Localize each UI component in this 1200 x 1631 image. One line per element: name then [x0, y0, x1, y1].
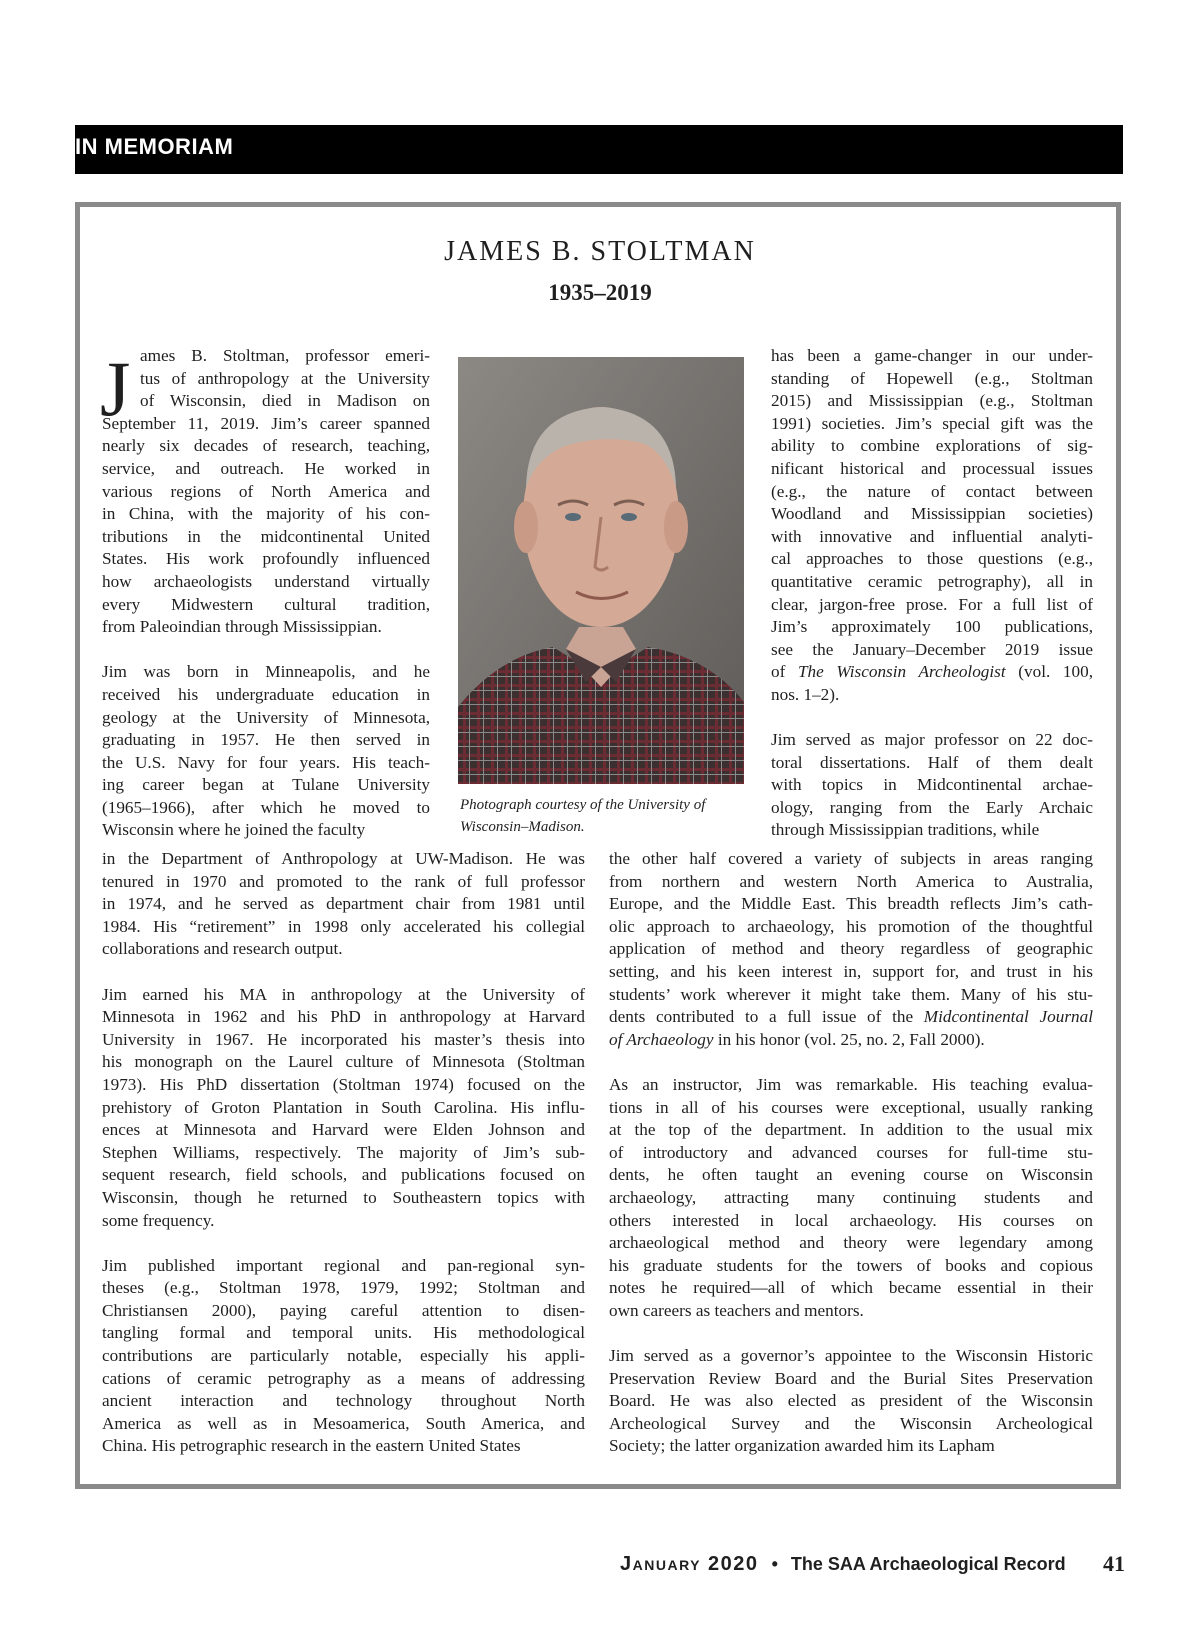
- text-line: Archeological Survey and the Wisconsin Archeological: [609, 1413, 1093, 1433]
- footer-journal: The SAA Archaeological Record: [790, 1554, 1066, 1574]
- text-line: olic approach to archaeology, his promotion of the thoughtful: [609, 916, 1093, 936]
- text-line: dents contributed to a full issue of the Midcontinental Journal: [609, 1007, 1093, 1027]
- text-line: nos. 1–2).: [771, 684, 840, 704]
- paragraph-gap: [609, 1051, 1093, 1074]
- text-line: collaborations and research output.: [102, 939, 343, 959]
- text-line: 1991) societies. Jim’s special gift was the: [771, 413, 1093, 433]
- caption-line: Wisconsin–Madison.: [460, 819, 585, 835]
- text-line: through Mississippian traditions, while: [771, 820, 1040, 840]
- caption-line: Photograph courtesy of the University of: [460, 797, 706, 813]
- text-line: ences at Minnesota and Harvard were Elden Johnson and: [102, 1120, 585, 1140]
- text-line: tus of anthropology at the University: [140, 368, 430, 388]
- text-line: dents, he often taught an evening course on Wisconsin: [609, 1165, 1093, 1185]
- text-line: at the top of the department. In addition to the usual mix: [609, 1120, 1093, 1140]
- text-line: University in 1967. He incorporated his master’s thesis into: [102, 1029, 585, 1049]
- text-line: application of method and theory regardless of geographic: [609, 939, 1093, 959]
- text-line: theses (e.g., Stoltman 1978, 1979, 1992; Stoltman and: [102, 1278, 585, 1298]
- text-line: Preservation Review Board and the Burial Sites Preservation: [609, 1368, 1093, 1388]
- text-line: America as well as in Mesoamerica, South America, and: [102, 1413, 585, 1433]
- text-line: Minnesota in 1962 and his PhD in anthropology at Harvard: [102, 1007, 585, 1027]
- text-line: notes he required—all of which became essential in their: [609, 1278, 1093, 1298]
- drop-cap: J: [100, 345, 131, 432]
- text-line: the U.S. Navy for four years. His teach-: [102, 752, 430, 772]
- text-line: States. His work profoundly influenced: [102, 549, 430, 569]
- page-footer: [620, 1553, 1066, 1576]
- text-line: As an instructor, Jim was remarkable. His teaching evalua-: [609, 1074, 1093, 1094]
- portrait-photo: [458, 357, 744, 784]
- text-line: the other half covered a variety of subjects in areas ranging: [609, 849, 1093, 868]
- text-line: archaeology, attracting many continuing students and: [609, 1187, 1093, 1207]
- text-line: in China, with the majority of his con-: [102, 504, 430, 524]
- text-line: cations of ceramic petrography as a means of addressing: [102, 1368, 585, 1388]
- text-line: setting, and his keen interest in, support for, and trust in his: [609, 961, 1093, 981]
- column-left-top: [102, 345, 430, 842]
- text-line: Jim served as major professor on 22 doc-: [771, 730, 1093, 750]
- text-line: of Archaeology in his honor (vol. 25, no. 2, Fall 2000).: [609, 1029, 985, 1049]
- photo-caption: [460, 794, 705, 838]
- text-line: China. His petrographic research in the eastern United States: [102, 1436, 521, 1456]
- text-line: service, and outreach. He worked in: [102, 458, 430, 478]
- section-header-bar: [75, 125, 1123, 174]
- text-line: Jim earned his MA in anthropology at the University of: [102, 984, 585, 1004]
- text-line: tions in all of his courses were exceptional, usually ranking: [609, 1097, 1093, 1117]
- text-line: various regions of North America and: [102, 481, 430, 501]
- text-line: tributions in the midcontinental United: [102, 526, 430, 546]
- text-line: has been a game-changer in our under-: [771, 346, 1093, 365]
- footer-bullet: •: [771, 1554, 778, 1574]
- text-line: 1973). His PhD dissertation (Stoltman 1974) focused on the: [102, 1074, 585, 1094]
- text-line: see the January–December 2019 issue: [771, 639, 1093, 659]
- text-line: Board. He was also elected as president of the Wisconsin: [609, 1391, 1093, 1411]
- text-line: from northern and western North America to Australia,: [609, 871, 1093, 891]
- paragraph-gap: [140, 639, 430, 662]
- text-line: (1965–1966), after which he moved to: [102, 797, 430, 817]
- text-line: nearly six decades of research, teaching,: [102, 436, 430, 456]
- text-line: in 1974, and he served as department chair from 1981 until: [102, 894, 585, 914]
- text-line: Jim served as a governor’s appointee to the Wisconsin Historic: [609, 1346, 1093, 1366]
- text-line: every Midwestern cultural tradition,: [102, 594, 430, 614]
- text-line: of introductory and advanced courses for full-time stu-: [609, 1142, 1093, 1162]
- column-right-bottom: [609, 848, 1093, 1458]
- text-line: 1984. His “retirement” in 1998 only accelerated his collegial: [102, 916, 585, 936]
- text-line: 2015) and Mississippian (e.g., Stoltman: [771, 391, 1093, 411]
- text-line: Wisconsin, though he returned to Southeastern topics with: [102, 1187, 585, 1207]
- text-line: graduating in 1957. He then served in: [102, 730, 430, 750]
- text-line: some frequency.: [102, 1210, 215, 1230]
- text-line: Europe, and the Middle East. This breadth reflects Jim’s cath-: [609, 894, 1093, 914]
- text-line: September 11, 2019. Jim’s career spanned: [102, 413, 430, 433]
- column-left-bottom: [102, 848, 585, 1458]
- text-line: (e.g., the nature of contact between: [771, 481, 1093, 501]
- text-line: ology, ranging from the Early Archaic: [771, 797, 1093, 817]
- paragraph-gap: [102, 1232, 585, 1255]
- text-line: how archaeologists understand virtually: [102, 571, 430, 591]
- paragraph-gap: [771, 707, 1093, 730]
- text-line: Jim published important regional and pan-regional syn-: [102, 1255, 585, 1275]
- portrait-illustration: [458, 357, 744, 784]
- text-line: of The Wisconsin Archeologist (vol. 100,: [771, 662, 1093, 682]
- text-line: in the Department of Anthropology at UW-Madison. He was: [102, 849, 585, 868]
- text-line: ability to combine explorations of sig-: [771, 436, 1093, 456]
- text-line: contributions are particularly notable, especially his appli-: [102, 1346, 585, 1366]
- text-line: of Wisconsin, died in Madison on: [140, 391, 430, 411]
- text-line: geology at the University of Minnesota,: [102, 707, 430, 727]
- text-line: tenured in 1970 and promoted to the rank of full professor: [102, 871, 585, 891]
- text-line: archaeological method and theory were legendary among: [609, 1233, 1093, 1253]
- text-line: Society; the latter organization awarded him its Lapham: [609, 1436, 995, 1456]
- text-line: students’ work wherever it might take them. Many of his stu-: [609, 984, 1093, 1004]
- text-line: cal approaches to those questions (e.g.,: [771, 549, 1093, 569]
- text-line: ancient interaction and technology throughout North: [102, 1391, 585, 1411]
- text-line: sequent research, field schools, and publications focused on: [102, 1165, 585, 1185]
- paragraph-gap: [102, 961, 585, 984]
- text-line: own careers as teachers and mentors.: [609, 1300, 864, 1320]
- text-line: others interested in local archaeology. His courses on: [609, 1210, 1093, 1230]
- text-line: Jim was born in Minneapolis, and he: [102, 662, 430, 682]
- text-line: nificant historical and processual issues: [771, 458, 1093, 478]
- text-line: prehistory of Groton Plantation in South Carolina. His influ-: [102, 1097, 585, 1117]
- text-line: ames B. Stoltman, professor emeri-: [140, 346, 430, 365]
- footer-month: January 2020: [620, 1553, 759, 1575]
- text-line: quantitative ceramic petrography), all in: [771, 571, 1093, 591]
- page-number: 41: [1103, 1551, 1125, 1576]
- paragraph-gap: [609, 1322, 1093, 1345]
- text-line: Woodland and Mississippian societies): [771, 504, 1093, 524]
- section-label: IN MEMORIAM: [75, 134, 234, 159]
- text-line: standing of Hopewell (e.g., Stoltman: [771, 368, 1093, 388]
- text-line: Jim’s approximately 100 publications,: [771, 617, 1093, 637]
- column-right-top: [771, 345, 1093, 842]
- text-line: Stephen Williams, respectively. The majority of Jim’s sub-: [102, 1142, 585, 1162]
- text-line: ing career began at Tulane University: [102, 775, 430, 795]
- article-title: JAMES B. STOLTMAN: [444, 236, 756, 267]
- text-line: received his undergraduate education in: [102, 684, 430, 704]
- text-line: from Paleoindian through Mississippian.: [102, 617, 382, 637]
- text-line: his graduate students for the towers of books and copious: [609, 1255, 1093, 1275]
- text-line: Christiansen 2000), paying careful attention to disen-: [102, 1300, 585, 1320]
- text-line: Wisconsin where he joined the faculty: [102, 820, 366, 840]
- text-line: with topics in Midcontinental archae-: [771, 775, 1093, 795]
- article-years: 1935–2019: [548, 280, 652, 305]
- text-line: tangling formal and temporal units. His methodological: [102, 1323, 585, 1343]
- text-line: with innovative and influential analyti-: [771, 526, 1093, 546]
- text-line: clear, jargon-free prose. For a full list of: [771, 594, 1093, 614]
- text-line: toral dissertations. Half of them dealt: [771, 752, 1093, 772]
- text-line: his monograph on the Laurel culture of Minnesota (Stoltman: [102, 1052, 585, 1072]
